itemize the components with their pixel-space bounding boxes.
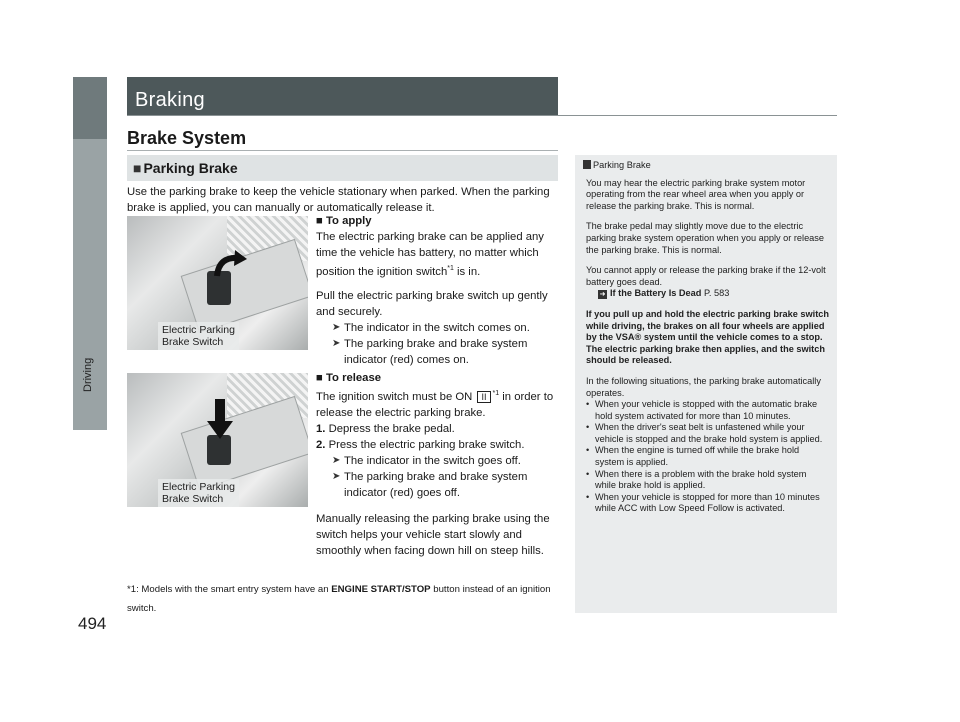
parking-brake-note: [575, 155, 837, 613]
result-arrow-icon: ➤: [332, 454, 341, 466]
photo-switch: [207, 435, 231, 465]
photo-label-release: [158, 479, 239, 507]
footnote-text: Models with the smart entry system have an: [138, 584, 332, 595]
subsection-title: [127, 155, 558, 181]
note-paragraph-2: The brake pedal may slightly move due to the electric parking brake system operation when you apply or release the parking brake. This is normal.: [586, 221, 824, 255]
release-result-2: [316, 469, 560, 501]
note-warning: If you pull up and hold the electric parking brake switch while driving, the brakes on all four wheels are applied by the VSA® system until the vehicle comes to a stop. The electric parking brake then applies, and the switch should be released.: [586, 308, 829, 366]
note-bullet: • When the engine is turned off while the brake hold system is applied.: [583, 445, 829, 468]
step-text: Depress the brake pedal.: [328, 422, 455, 435]
step-text: Press the electric parking brake switch.: [328, 438, 525, 451]
note-bullet: • When there is a problem with the brake hold system while brake hold is applied.: [583, 469, 829, 492]
footnote: [127, 580, 562, 618]
square-bullet-icon: ■: [316, 372, 323, 384]
note-bullet: • When your vehicle is stopped for more than 10 minutes while ACC with Low Speed Follow is activated.: [583, 492, 829, 515]
note-paragraph-5: In the following situations, the parking brake automatically operates.: [586, 375, 821, 398]
release-text-main: The ignition switch must be ON: [316, 390, 476, 403]
photo-label-apply: [158, 322, 239, 350]
step-number: 1.: [316, 422, 326, 435]
battery-dead-link[interactable]: [586, 288, 729, 300]
release-text: [316, 386, 560, 421]
apply-text: [316, 229, 560, 280]
result-arrow-icon: ➤: [332, 337, 341, 349]
note-bullet: • When the driver's seat belt is unfastened while your vehicle is stopped and the brake hold system is applied.: [583, 422, 829, 445]
release-instructions: [316, 370, 560, 559]
apply-instructions: [316, 213, 560, 368]
reference-title: If the Battery Is Dead: [610, 288, 702, 299]
release-step-2: [316, 437, 560, 453]
release-step-1: [316, 421, 560, 437]
footnote-label: *1:: [127, 584, 139, 595]
footnote-bold: ENGINE START/STOP: [331, 584, 431, 595]
note-title: [583, 160, 829, 172]
subsection-title-text: Parking Brake: [143, 160, 238, 176]
square-bullet-icon: ■: [316, 215, 323, 227]
apply-result-1: [316, 320, 560, 336]
intro-paragraph: Use the parking brake to keep the vehicle stationary when parked. When the parking brake is applied, you can manually or automatically release it.: [127, 186, 550, 214]
apply-result-text: The indicator in the switch comes on.: [344, 321, 530, 334]
apply-result-2: [316, 336, 560, 368]
release-heading: [316, 370, 560, 386]
note-bullet: • When your vehicle is stopped with the automatic brake hold system activated for more than 10 minutes.: [583, 399, 829, 422]
footnote-mark: *1: [492, 390, 500, 397]
ignition-position-key: II: [477, 391, 490, 403]
chapter-title: Braking: [127, 77, 558, 115]
apply-instruction: Pull the electric parking brake switch up gently and securely.: [316, 289, 548, 318]
release-result-text: The indicator in the switch goes off.: [344, 454, 521, 467]
note-paragraph-3-text: You cannot apply or release the parking brake if the 12-volt battery goes dead.: [586, 265, 826, 287]
note-paragraph-3: [583, 265, 829, 300]
release-result-1: [316, 453, 560, 469]
step-number: 2.: [316, 438, 326, 451]
footnote-mark: *1: [447, 265, 454, 272]
section-divider: [127, 150, 558, 151]
photo-label-line1: Electric Parking: [162, 481, 235, 493]
square-bullet-icon: ■: [133, 160, 142, 176]
reference-arrow-icon: ➜: [599, 291, 606, 299]
section-title: Brake System: [127, 128, 247, 148]
release-result-text: The parking brake and brake system indicator (red) goes off.: [344, 470, 528, 499]
reference-page: P. 583: [701, 288, 730, 299]
photo-label-line1: Electric Parking: [162, 324, 235, 336]
release-heading-text: To release: [325, 372, 382, 384]
apply-text-end: is in.: [453, 265, 481, 278]
chapter-label: Driving: [82, 357, 94, 392]
footnote-text-end: button instead of an ignition switch.: [127, 584, 551, 614]
page-number: 494: [78, 614, 107, 633]
title-divider: [127, 115, 837, 116]
chapter-tab-accent: [73, 77, 107, 139]
apply-heading-text: To apply: [325, 215, 372, 227]
result-arrow-icon: ➤: [332, 470, 341, 482]
note-icon: [583, 160, 591, 169]
note-title-text: Parking Brake: [593, 160, 651, 170]
press-down-arrow-icon: [207, 399, 233, 439]
apply-text-main: The electric parking brake can be applied any time the vehicle has battery, no matter which position the ignition switch: [316, 231, 544, 278]
pull-up-arrow-icon: [213, 250, 249, 280]
release-text-end: in order to release the electric parking brake.: [316, 390, 554, 419]
apply-result-text: The parking brake and brake system indicator (red) comes on.: [344, 337, 528, 366]
photo-label-line2: Brake Switch: [162, 493, 224, 505]
apply-heading: [316, 213, 560, 229]
photo-label-line2: Brake Switch: [162, 336, 224, 348]
result-arrow-icon: ➤: [332, 321, 341, 333]
manual-release-note: Manually releasing the parking brake using the switch helps your vehicle start slowly and smoothly when facing down hill on steep hills.: [316, 512, 550, 557]
note-paragraph-1: You may hear the electric parking brake system motor operating from the rear wheel area when you apply or release the parking brake. This is normal.: [586, 177, 806, 211]
